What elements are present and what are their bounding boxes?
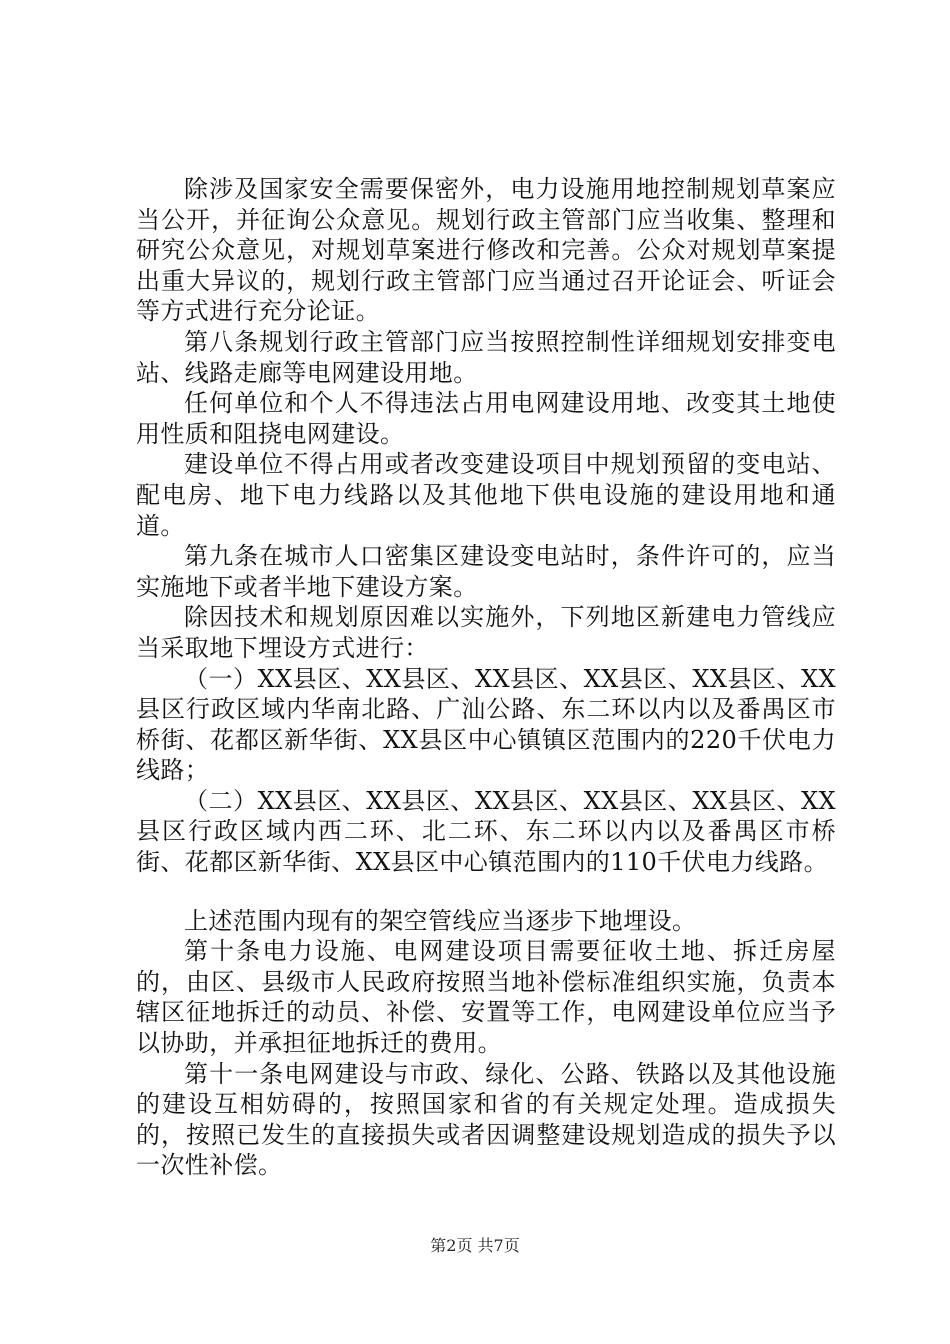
paragraph-reserved-land: 建设单位不得占用或者改变建设项目中规划预留的变电站、配电房、地下电力线路以及其他地下供电设施的建设用地和通道。 [136,450,836,540]
paragraph-article-8: 第八条规划行政主管部门应当按照控制性详细规划安排变电站、线路走廊等电网建设用地。 [136,327,836,387]
paragraph-underground-lines: 除因技术和规划原因难以实施外，下列地区新建电力管线应当采取地下埋设方式进行： [136,603,836,662]
paragraph-no-illegal-occupation: 任何单位和个人不得违法占用电网建设用地、改变其土地使用性质和阻挠电网建设。 [136,389,836,448]
paragraph-article-9: 第九条在城市人口密集区建设变电站时，条件许可的，应当实施地下或者半地下建设方案。 [136,542,836,601]
paragraph-existing-overhead: 上述范围内现有的架空管线应当逐步下地埋设。 [184,906,697,935]
document-body [136,174,836,1181]
paragraph-item-2: （二）XX县区、XX县区、XX县区、XX县区、XX县区、XX县区行政区域内西二环、北二环、东二环以内以及番禺区市桥街、花都区新华街、XX县区中心镇范围内的110千伏电力线路。 [136,786,836,877]
paragraph-item-1: （一）XX县区、XX县区、XX县区、XX县区、XX县区、XX县区行政区域内华南北路、广汕公路、东二环以内以及番禺区市桥街、花都区新华街、XX县区中心镇镇区范围内的220千伏电力线路； [136,664,836,785]
paragraph-article-10: 第十条电力设施、电网建设项目需要征收土地、拆迁房屋的，由区、县级市人民政府按照当地补偿标准组织实施，负责本辖区征地拆迁的动员、补偿、安置等工作，电网建设单位应当予以协助，并承担征地拆迁的费用。 [136,937,836,1058]
paragraph-public-consultation: 除涉及国家安全需要保密外，电力设施用地控制规划草案应当公开，并征询公众意见。规划行政主管部门应当收集、整理和研究公众意见，对规划草案进行修改和完善。公众对规划草案提出重大异议的，规划行政主管部门应当通过召开论证会、听证会等方式进行充分论证。 [136,175,836,326]
paragraph-article-11: 第十一条电网建设与市政、绿化、公路、铁路以及其他设施的建设互相妨碍的，按照国家和省的有关规定处理。造成损失的，按照已发生的直接损失或者因调整建设规划造成的损失予以一次性补偿。 [136,1059,836,1180]
page-number-footer: 第2页 共7页 [430,1236,520,1255]
